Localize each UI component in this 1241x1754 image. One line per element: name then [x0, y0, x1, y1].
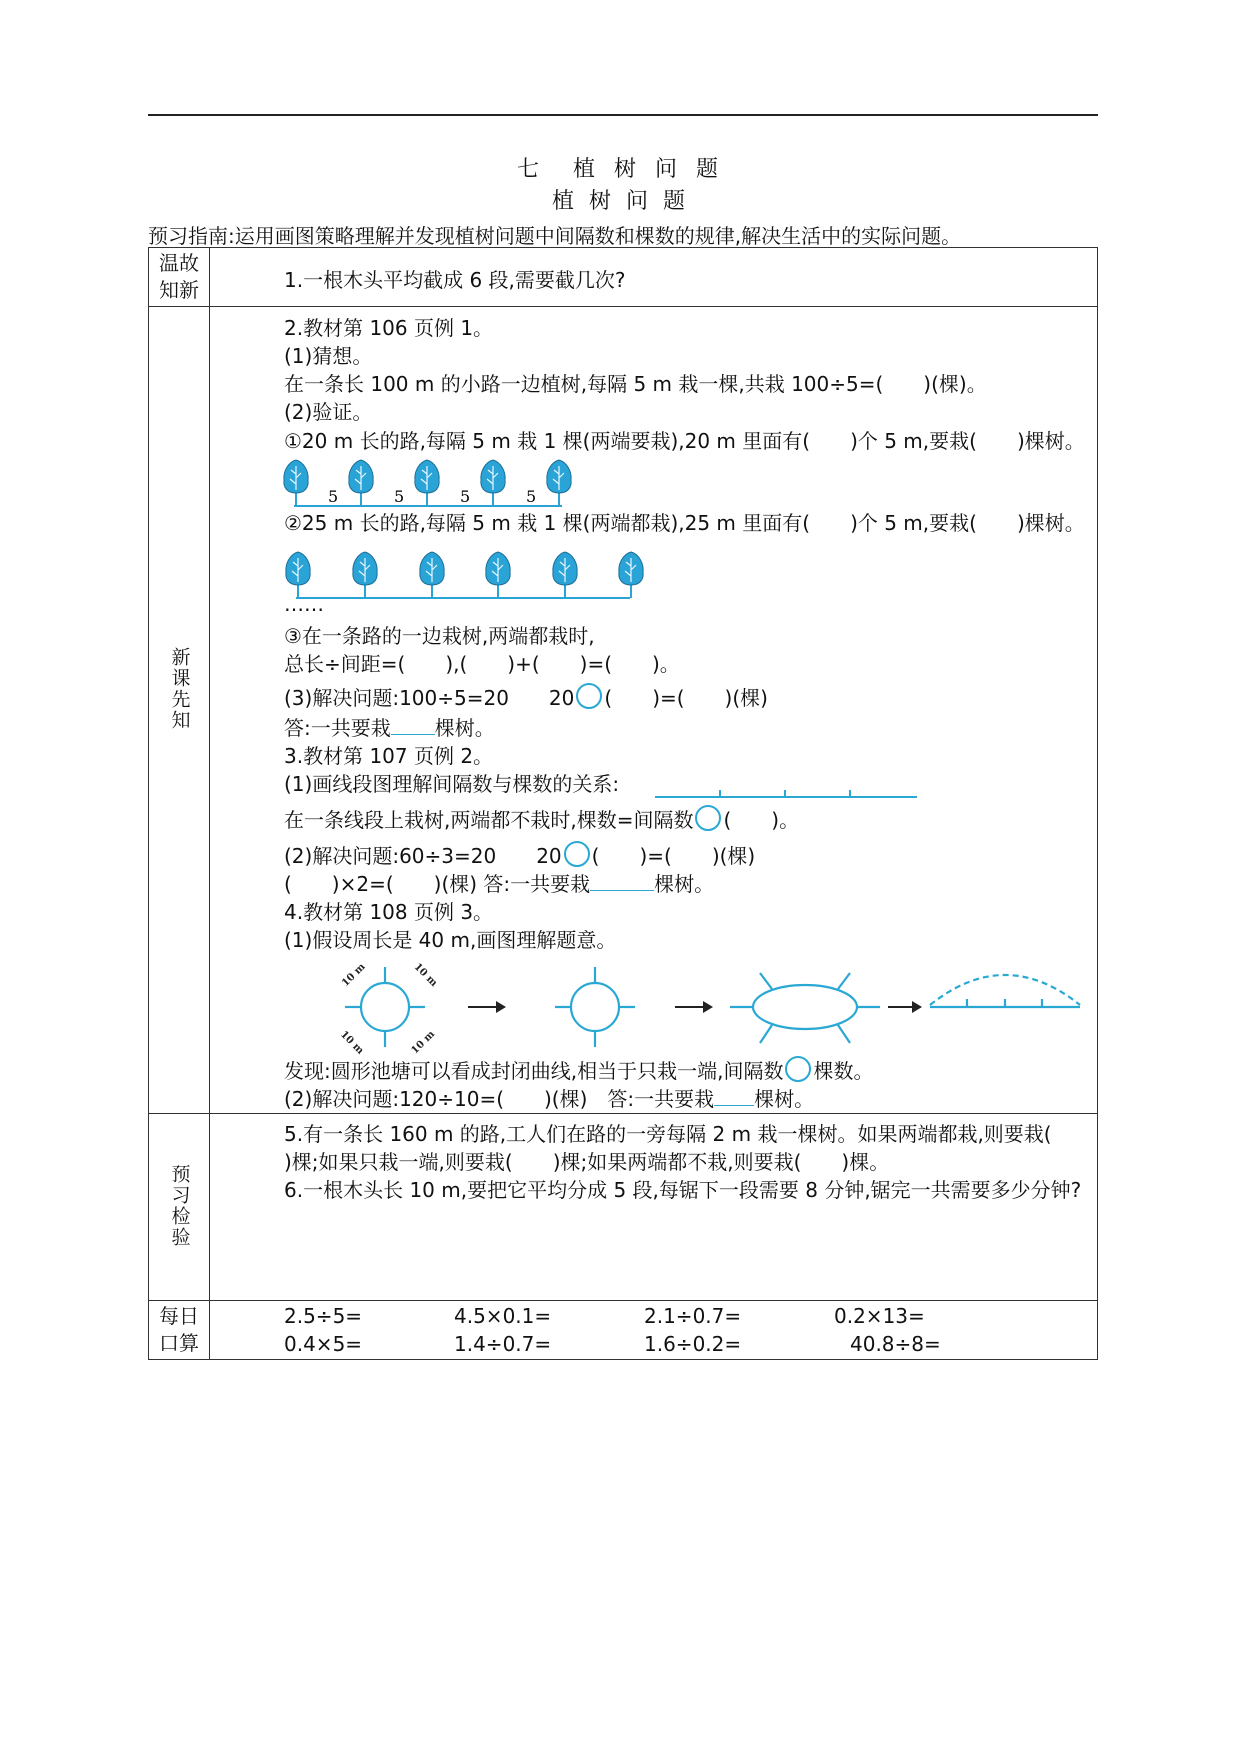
- preview-guide: 预习指南:运用画图策略理解并发现植树问题中间隔数和棵数的规律,解决生活中的实际问题。: [148, 224, 962, 248]
- answer-blank[interactable]: [590, 872, 654, 891]
- top-rule: [148, 114, 1098, 116]
- pond-discovery: 发现:圆形池塘可以看成封闭曲线,相当于只栽一端,间隔数 棵数。: [284, 1055, 873, 1084]
- calc-item: 0.2×13=: [834, 1304, 925, 1328]
- calc-item: 0.4×5=: [284, 1332, 363, 1356]
- pond-label: 10 m: [337, 1029, 366, 1057]
- rule-formula: 总长÷间距=( ),( )+( )=( )。: [284, 652, 680, 676]
- calc-item: 4.5×0.1=: [454, 1304, 552, 1328]
- tree-icon: [353, 552, 377, 598]
- lesson-title: 植 树 问 题: [552, 189, 689, 214]
- tree-icon: [420, 552, 444, 598]
- tree-icon: [284, 460, 308, 506]
- example-1-heading: 2.教材第 106 页例 1。: [284, 316, 494, 340]
- tree-diagram-2: [284, 542, 644, 602]
- preview-check-content: [210, 1114, 1098, 1301]
- guess-heading: (1)猜想。: [284, 344, 373, 368]
- example-3-heading: 4.教材第 108 页例 3。: [284, 900, 494, 924]
- answer-blank[interactable]: [714, 1087, 754, 1106]
- rule-intro: ③在一条路的一边栽树,两端都栽时,: [284, 624, 595, 648]
- review-label: 温故 知新: [149, 248, 210, 307]
- verify-case-2: ②25 m 长的路,每隔 5 m 栽 1 棵(两端都栽),25 m 里面有( )个 5 m,要栽( )棵树。: [284, 511, 1085, 535]
- gap-label: 5: [394, 487, 405, 506]
- answer-1: 答:一共要栽 棵树。: [284, 716, 495, 740]
- solve-2: (2)解决问题:60÷3=20 20 ( )=( )(棵): [284, 840, 755, 869]
- example-2-heading: 3.教材第 107 页例 2。: [284, 744, 494, 768]
- calc-item: 2.5÷5=: [284, 1304, 363, 1328]
- operator-circle[interactable]: [564, 841, 590, 867]
- new-lesson-label: 新课先知: [149, 307, 210, 1114]
- pond-label: 10 m: [340, 961, 368, 990]
- pond-label: 10 m: [411, 961, 440, 990]
- calc-item: 1.4÷0.7=: [454, 1332, 552, 1356]
- question-5-line-1: 5.有一条长 160 m 的路,工人们在路的一旁每隔 2 m 栽一棵树。如果两端都栽,则要栽(: [284, 1122, 1052, 1146]
- tree-icon: [486, 552, 510, 598]
- segment-diagram: [655, 782, 925, 802]
- tree-icon: [619, 552, 643, 598]
- gap-label: 5: [460, 487, 471, 506]
- tree-icon: [415, 460, 439, 506]
- calc-item: 1.6÷0.2=: [644, 1332, 742, 1356]
- question-5-line-2: )棵;如果只栽一端,则要栽( )棵;如果两端都不栽,则要栽( )棵。: [284, 1150, 890, 1174]
- new-lesson-content: [210, 307, 1098, 1114]
- question-6: 6.一根木头长 10 m,要把它平均分成 5 段,每锯下一段需要 8 分钟,锯完一共需要多少分钟?: [284, 1178, 1082, 1202]
- solve-1: (3)解决问题:100÷5=20 20 ( )=( )(棵): [284, 682, 768, 711]
- chapter-title: 七 植 树 问 题: [517, 157, 724, 182]
- tree-icon: [547, 460, 571, 506]
- verify-heading: (2)验证。: [284, 400, 373, 424]
- review-content: [210, 248, 1098, 307]
- gap-label: 5: [328, 487, 339, 506]
- tree-icon: [481, 460, 505, 506]
- preview-check-label: 预习检验: [149, 1114, 210, 1301]
- operator-circle[interactable]: [785, 1056, 811, 1082]
- worksheet-table: [148, 247, 1098, 1360]
- tree-diagram-1: [284, 460, 574, 510]
- daily-calc-content: [210, 1301, 1098, 1360]
- segment-rule: 在一条线段上栽树,两端都不栽时,棵数=间隔数 ( )。: [284, 804, 799, 833]
- operator-circle[interactable]: [695, 805, 721, 831]
- solve-3: (2)解决问题:120÷10=( )(棵) 答:一共要栽 棵树。: [284, 1087, 815, 1111]
- ellipsis: ……: [284, 592, 324, 616]
- gap-label: 5: [526, 487, 537, 506]
- pond-label: 10 m: [409, 1028, 438, 1057]
- guess-text: 在一条长 100 m 的小路一边植树,每隔 5 m 栽一棵,共栽 100÷5=( )(棵)。: [284, 372, 987, 396]
- segment-prompt: (1)画线段图理解间隔数与棵数的关系:: [284, 772, 620, 796]
- tree-icon: [553, 552, 577, 598]
- calc-item: 40.8÷8=: [850, 1332, 941, 1356]
- tree-icon: [349, 460, 373, 506]
- verify-case-1: ①20 m 长的路,每隔 5 m 栽 1 棵(两端要栽),20 m 里面有( )个 5 m,要栽( )棵树。: [284, 429, 1085, 453]
- pond-assumption: (1)假设周长是 40 m,画图理解题意。: [284, 928, 617, 952]
- pond-diagram: [320, 957, 1040, 1057]
- answer-blank[interactable]: [391, 716, 435, 735]
- calc-item: 2.1÷0.7=: [644, 1304, 742, 1328]
- answer-2: ( )×2=( )(棵) 答:一共要栽 棵树。: [284, 872, 715, 896]
- operator-circle[interactable]: [576, 683, 602, 709]
- question-1: 1.一根木头平均截成 6 段,需要截几次?: [284, 268, 626, 292]
- daily-calc-label: 每日 口算: [149, 1301, 210, 1360]
